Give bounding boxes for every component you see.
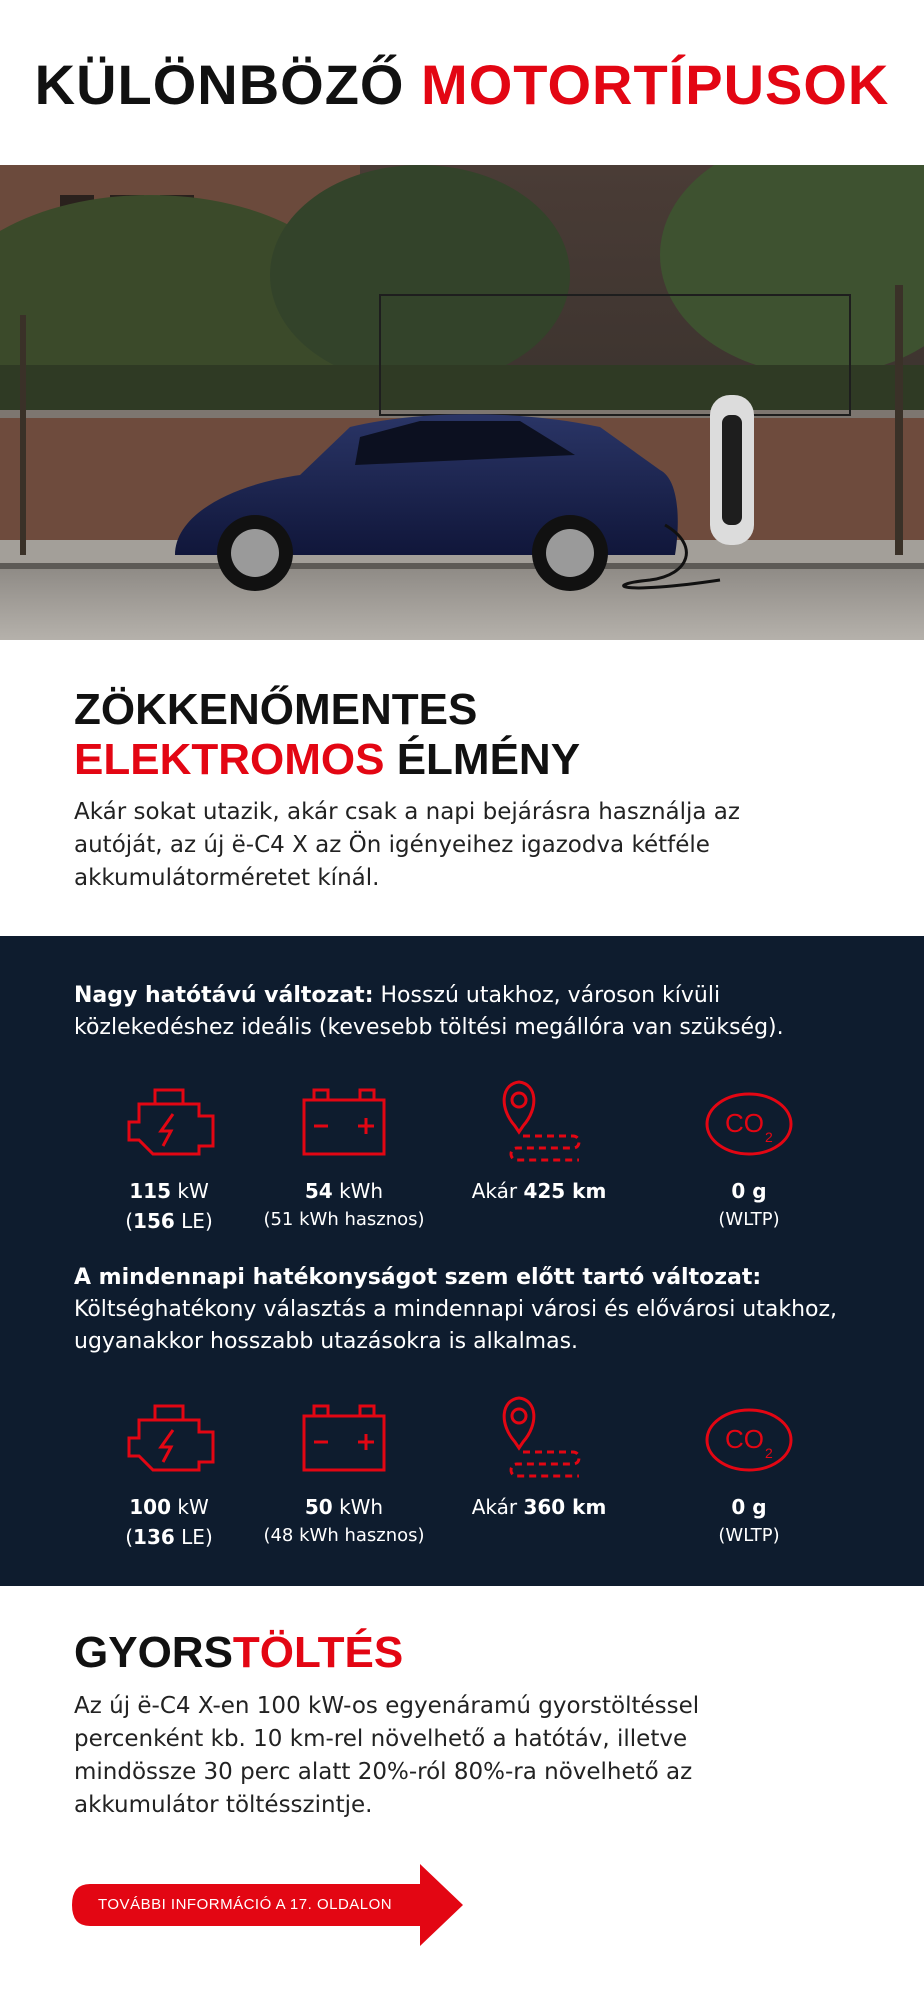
power-le-value: 136 <box>133 1525 175 1549</box>
co2-icon-subscript: 2 <box>765 1129 773 1145</box>
fast-charge-title-black: GYORS <box>74 1628 233 1677</box>
range-spec <box>444 1392 634 1522</box>
power-value: 100 <box>129 1495 172 1519</box>
page-title <box>0 52 924 117</box>
intro-title-line1: ZÖKKENŐMENTES <box>74 685 478 734</box>
co2-icon <box>699 1392 799 1482</box>
title-part-black: KÜLÖNBÖZŐ <box>34 53 405 116</box>
power-unit: kW <box>177 1495 209 1519</box>
power-le-unit: LE <box>181 1209 205 1233</box>
variants-panel <box>0 936 924 1586</box>
title-part-red: MOTORTÍPUSOK <box>421 53 890 116</box>
variant-text: Költséghatékony választás a mindennapi városi és elővárosi utakhoz, ugyanakkor hosszabb utazásokra is alkalmas. <box>74 1297 838 1354</box>
co2-sub: (WLTP) <box>718 1209 780 1230</box>
variant-heading: A mindennapi hatékonyságot szem előtt tartó változat: <box>74 1265 762 1290</box>
variant-description <box>74 980 864 1044</box>
range-prefix: Akár <box>471 1179 518 1203</box>
intro-text: Akár sokat utazik, akár csak a napi bejárásra használja az autóját, az új ë-C4 X az Ön igényeihez igazodva kétféle akkumulátorméretet kínál. <box>74 799 740 891</box>
power-spec: 115 kW (156 LE) <box>74 1076 264 1236</box>
power-le-value: 156 <box>133 1209 175 1233</box>
co2-spec <box>654 1392 844 1550</box>
variant-description <box>74 1262 864 1358</box>
variant-heading: Nagy hatótávú változat: <box>74 983 374 1008</box>
variant-text: Hosszú utakhoz, városon kívüli közlekedéshez ideális (kevesebb töltési megállóra van szükség). <box>74 983 784 1040</box>
co2-icon-subscript: 2 <box>765 1445 773 1461</box>
battery-value: 50 <box>304 1495 333 1519</box>
variant-specs <box>74 1392 874 1552</box>
battery-unit: kWh <box>339 1495 384 1519</box>
co2-value: 0 g <box>731 1179 767 1203</box>
intro-title <box>74 685 580 785</box>
fast-charge-title <box>74 1628 403 1678</box>
co2-icon-label: CO <box>725 1424 764 1454</box>
power-value: 115 <box>129 1179 172 1203</box>
power-spec: 100 kW (136 LE) <box>74 1392 264 1552</box>
battery-unit: kWh <box>339 1179 384 1203</box>
fast-charge-title-red: TÖLTÉS <box>232 1628 404 1677</box>
intro-title-rest: ÉLMÉNY <box>396 735 581 784</box>
range-spec <box>444 1076 634 1206</box>
battery-spec <box>249 1392 439 1550</box>
co2-spec <box>654 1076 844 1234</box>
battery-icon <box>294 1392 394 1482</box>
range-value: 360 km <box>523 1495 607 1519</box>
fast-charge-text: Az új ë-C4 X-en 100 kW-os egyenáramú gyorstöltéssel percenként kb. 10 km-rel növelhető a hatótáv, illetve mindössze 30 perc alatt 20%-ról 80%-ra növelhető az akkumulátor töltésszintje. <box>74 1693 700 1818</box>
variant-specs <box>74 1076 874 1236</box>
engine-icon <box>119 1076 219 1166</box>
more-info-label: TOVÁBBI INFORMÁCIÓ A 17. OLDALON <box>98 1896 393 1913</box>
range-value: 425 km <box>523 1179 607 1203</box>
battery-icon <box>294 1076 394 1166</box>
co2-value: 0 g <box>731 1495 767 1519</box>
range-prefix: Akár <box>471 1495 518 1519</box>
power-le-unit: LE <box>181 1525 205 1549</box>
engine-icon <box>119 1392 219 1482</box>
location-route-icon <box>489 1076 589 1166</box>
battery-spec <box>249 1076 439 1234</box>
battery-sub: (51 kWh hasznos) <box>263 1209 425 1230</box>
co2-icon <box>699 1076 799 1166</box>
battery-sub: (48 kWh hasznos) <box>263 1525 425 1546</box>
location-route-icon <box>489 1392 589 1482</box>
power-unit: kW <box>177 1179 209 1203</box>
intro-title-red: ELEKTROMOS <box>74 735 385 784</box>
co2-sub: (WLTP) <box>718 1525 780 1546</box>
battery-value: 54 <box>304 1179 333 1203</box>
hero-image <box>0 165 924 640</box>
co2-icon-label: CO <box>725 1108 764 1138</box>
more-info-button[interactable] <box>70 1862 465 1948</box>
